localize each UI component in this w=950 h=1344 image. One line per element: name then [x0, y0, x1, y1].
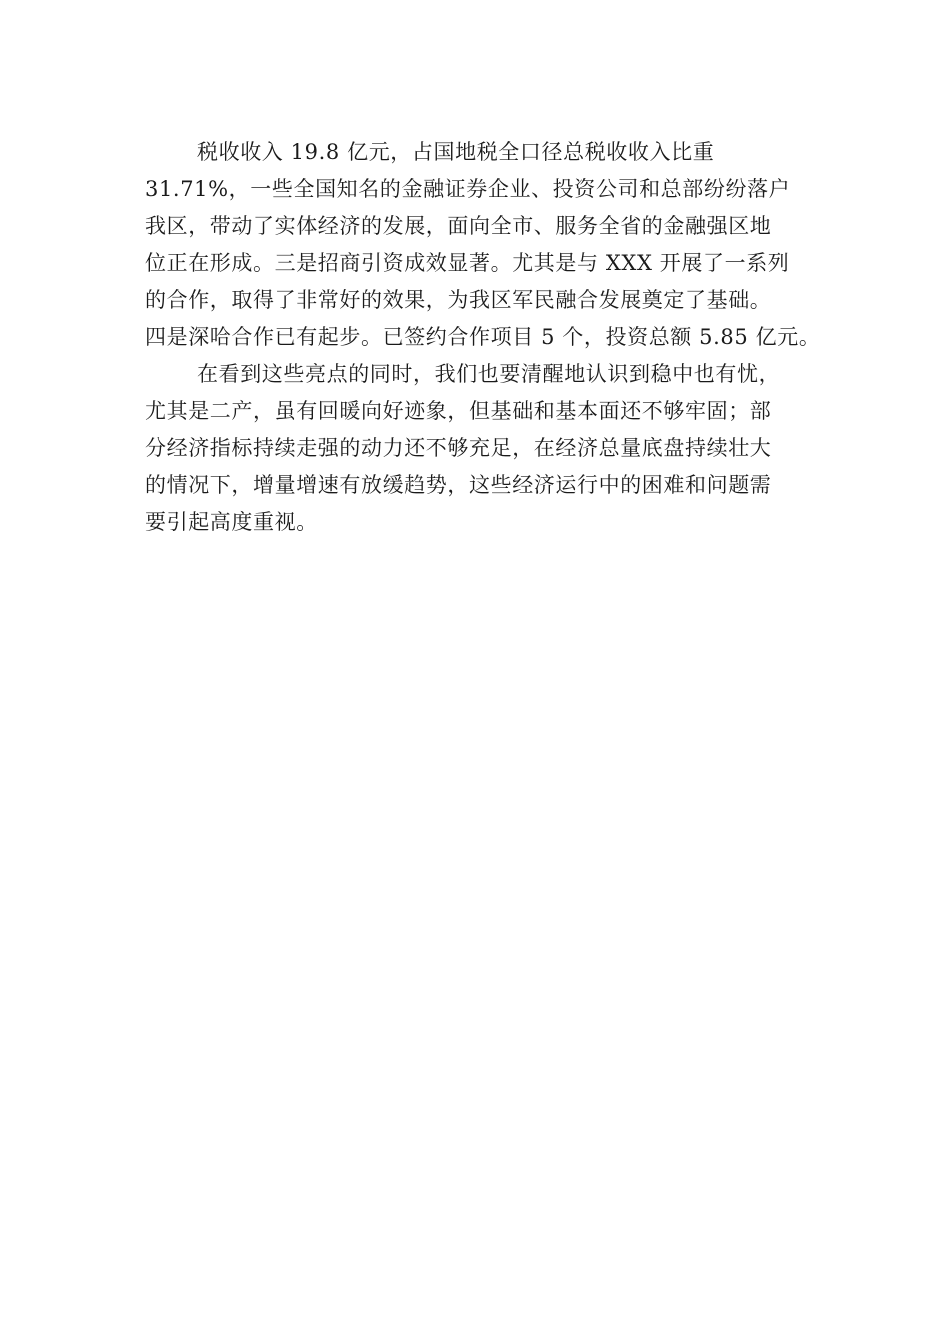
text-line: 四是深哈合作已有起步。已签约合作项目 5 个，投资总额 5.85 亿元。 [145, 325, 821, 349]
text-line: 的情况下，增量增速有放缓趋势，这些经济运行中的困难和问题需 [145, 473, 772, 497]
text-line: 在看到这些亮点的同时，我们也要清醒地认识到稳中也有忧， [197, 362, 781, 386]
text-line: 位正在形成。三是招商引资成效显著。尤其是与 XXX 开展了一系列 [145, 251, 790, 275]
text-line: 31.71%，一些全国知名的金融证券企业、投资公司和总部纷纷落户 [145, 177, 791, 201]
paragraph [145, 134, 825, 356]
text-line: 的合作，取得了非常好的效果，为我区军民融合发展奠定了基础。 [145, 288, 772, 312]
text-line: 我区，带动了实体经济的发展，面向全市、服务全省的金融强区地 [145, 214, 772, 238]
text-line: 尤其是二产，虽有回暖向好迹象，但基础和基本面还不够牢固；部 [145, 399, 772, 423]
body-text [145, 134, 825, 541]
text-line: 分经济指标持续走强的动力还不够充足，在经济总量底盘持续壮大 [145, 436, 772, 460]
paragraph [145, 356, 825, 541]
text-line: 要引起高度重视。 [145, 510, 318, 534]
text-line: 税收收入 19.8 亿元，占国地税全口径总税收收入比重 [197, 140, 715, 164]
